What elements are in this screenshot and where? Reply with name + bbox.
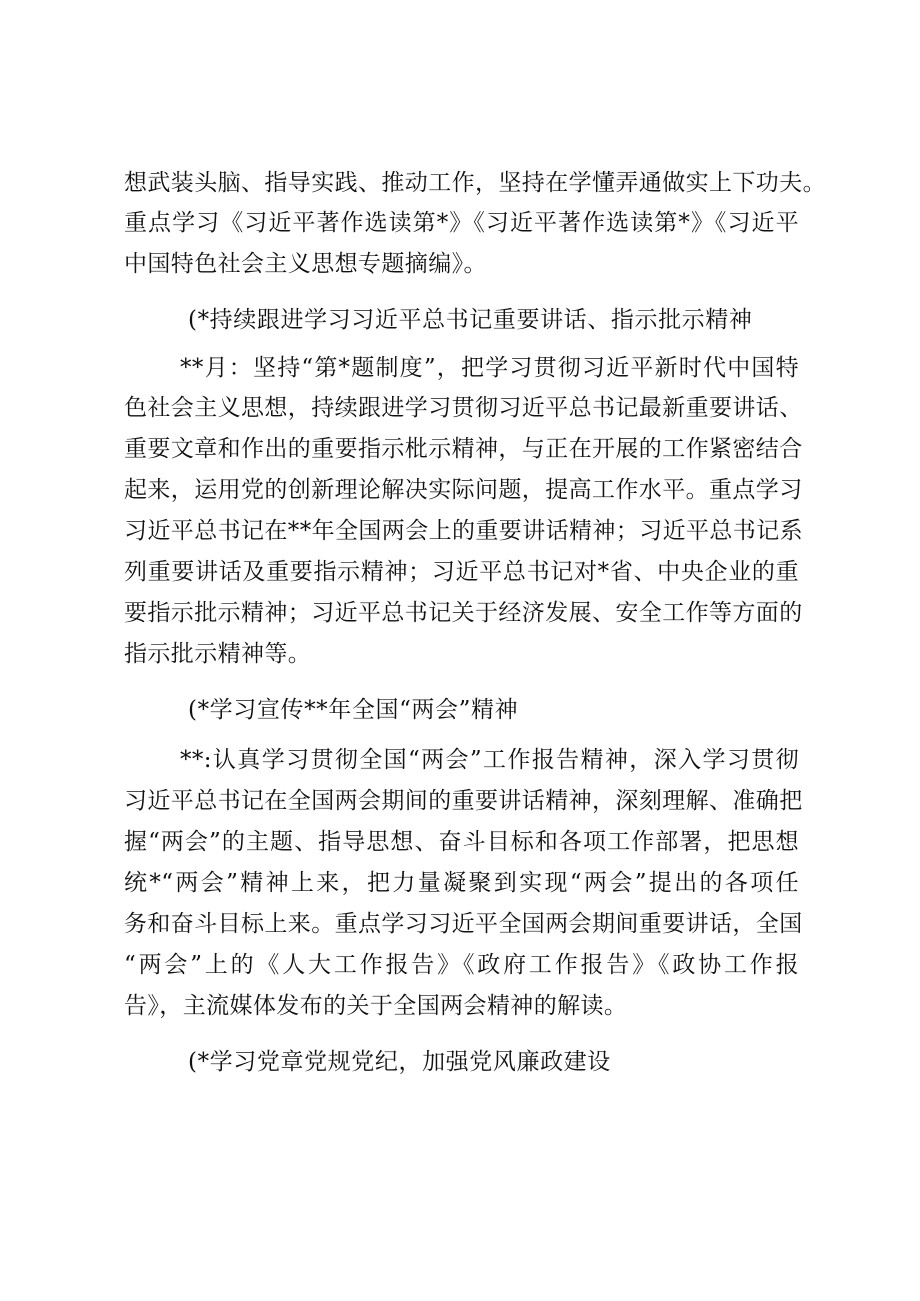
body-line-10: 要指示批示精神；习近平总书记关于经济发展、安全工作等方面的 (124, 600, 803, 626)
body-line-3: 中国特色社会主义思想专题摘编》。 (124, 251, 487, 277)
section-heading-2: (*学习宣传**年全国“两会”精神 (188, 697, 519, 723)
body-line-13: 习近平总书记在全国两会期间的重要讲话精神，深刻理解、准确把 (124, 788, 803, 814)
body-line-4: **月：坚持“第*题制度”，把学习贯彻习近平新时代中国特 (180, 355, 799, 381)
body-line-5: 色社会主义思想，持续跟进学习贯彻习近平总书记最新重要讲话、 (124, 395, 803, 421)
body-line-8: 习近平总书记在**年全国两会上的重要讲话精神；习近平总书记系 (124, 518, 803, 544)
body-line-17: “两会”上的《人大工作报告》《政府工作报告》《政协工作报 (124, 952, 799, 978)
body-line-7: 起来，运用党的创新理论解决实际问题，提高工作水平。重点学习 (124, 477, 803, 503)
body-line-6: 重要文章和作出的重要指示枇示精神，与正在开展的工作紧密结合 (124, 436, 803, 462)
body-line-2: 重点学习《习近平著作选读第*》《习近平著作选读第*》《习近平 (124, 210, 799, 236)
body-line-9: 列重要讲话及重要指示精神；习近平总书记对*省、中央企业的重 (124, 559, 799, 585)
body-line-14: 握“两会”的主题、指导思想、奋斗目标和各项工作部署，把思想 (124, 829, 799, 855)
body-line-18: 告》，主流媒体发布的关于全国两会精神的解读。 (124, 993, 628, 1019)
body-line-15: 统*“两会”精神上来，把力量凝聚到实现“两会”提出的各项任 (124, 870, 799, 896)
body-line-16: 务和奋斗目标上来。重点学习习近平全国两会期间重要讲话，全国 (124, 911, 803, 937)
section-heading-3: (*学习党章党规党纪，加强党风廉政建设 (188, 1049, 611, 1075)
body-line-1: 想武装头脑、指导实践、推动工作，坚持在学懂弄通做实上下功夫。 (124, 170, 826, 196)
section-heading-1: (*持续跟进学习习近平总书记重要讲话、指示批示精神 (188, 307, 753, 333)
body-line-11: 指示批示精神等。 (124, 641, 312, 667)
body-line-12: **:认真学习贯彻全国“两会”工作报告精神，深入学习贯彻 (180, 747, 799, 773)
